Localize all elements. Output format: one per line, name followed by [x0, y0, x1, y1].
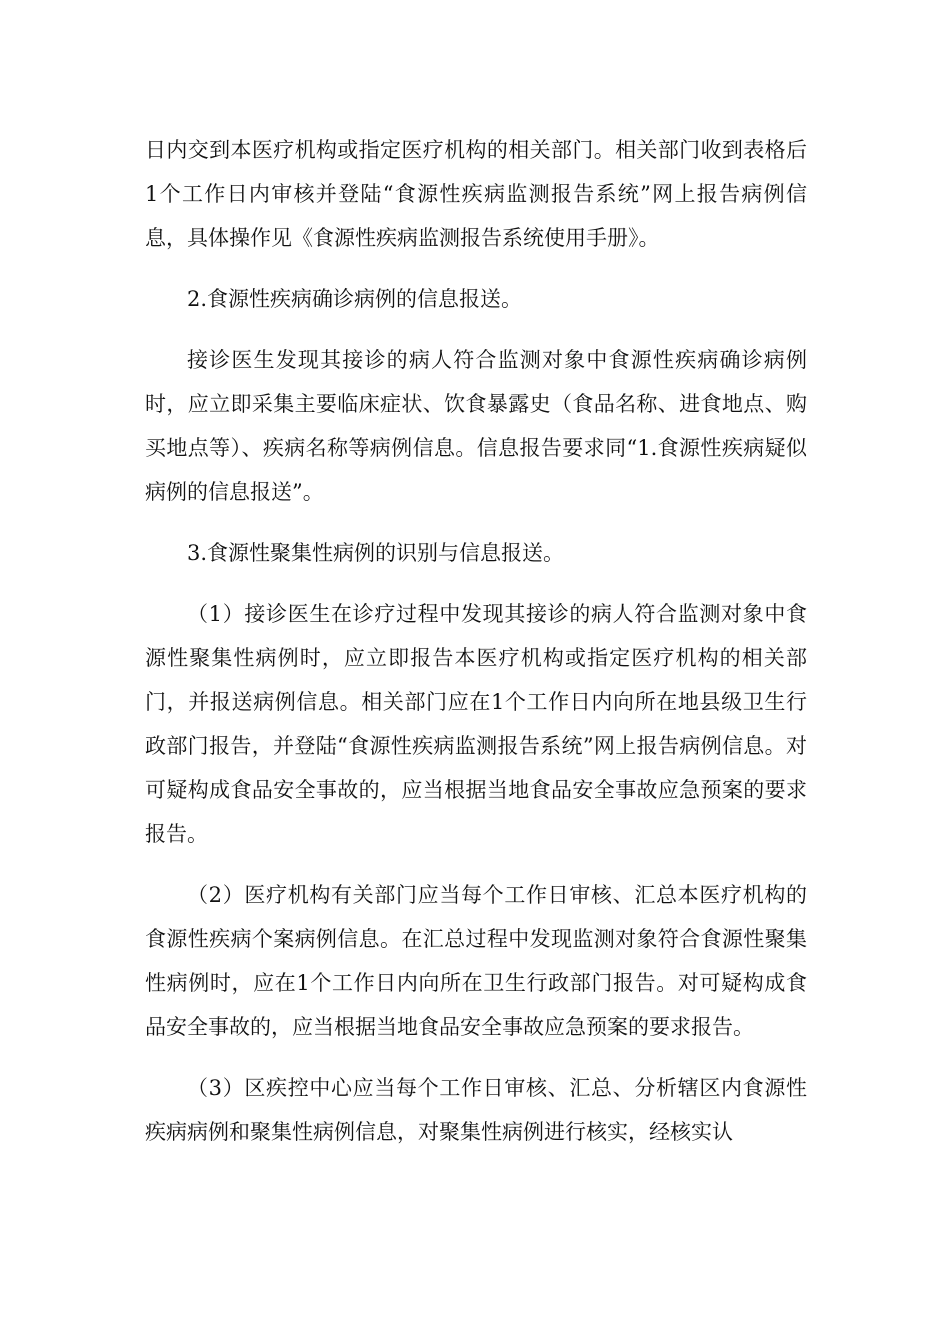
section-heading-cluster-cases: 3.食源性聚集性病例的识别与信息报送。	[187, 541, 565, 565]
document-body	[145, 128, 807, 1171]
paragraph-cluster-item-2: （2）医疗机构有关部门应当每个工作日审核、汇总本医疗机构的食源性疾病个案病例信息。在汇总过程中发现监测对象符合食源性聚集性病例时，应在1个工作日内向所在卫生行政部门报告。对可疑构成食品安全事故的，应当根据当地食品安全事故应急预案的要求报告。	[145, 883, 807, 1039]
section-heading-confirmed-cases: 2.食源性疾病确诊病例的信息报送。	[187, 287, 523, 311]
paragraph-continuation: 日内交到本医疗机构或指定医疗机构的相关部门。相关部门收到表格后1个工作日内审核并登陆“食源性疾病监测报告系统”网上报告病例信息，具体操作见《食源性疾病监测报告系统使用手册》。	[145, 138, 807, 250]
paragraph-confirmed-cases: 接诊医生发现其接诊的病人符合监测对象中食源性疾病确诊病例时，应立即采集主要临床症状、饮食暴露史（食品名称、进食地点、购买地点等）、疾病名称等病例信息。信息报告要求同“1.食源性疾病疑似病例的信息报送”。	[145, 348, 807, 504]
paragraph-cluster-item-1: （1）接诊医生在诊疗过程中发现其接诊的病人符合监测对象中食源性聚集性病例时，应立即报告本医疗机构或指定医疗机构的相关部门，并报送病例信息。相关部门应在1个工作日内向所在地县级卫生行政部门报告，并登陆“食源性疾病监测报告系统”网上报告病例信息。对可疑构成食品安全事故的，应当根据当地食品安全事故应急预案的要求报告。	[145, 602, 807, 846]
paragraph-cluster-item-3: （3）区疾控中心应当每个工作日审核、汇总、分析辖区内食源性疾病病例和聚集性病例信息，对聚集性病例进行核实，经核实认	[145, 1076, 807, 1144]
